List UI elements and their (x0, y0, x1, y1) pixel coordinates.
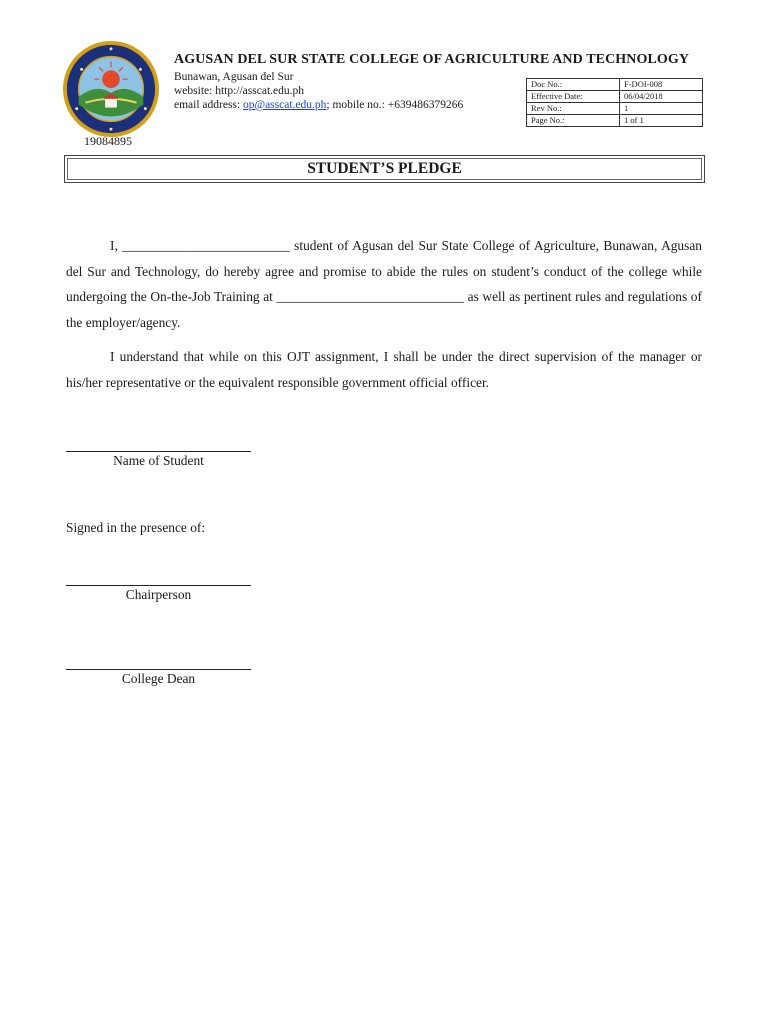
dean-signature-line[interactable] (66, 669, 251, 670)
pledge-closing: as well as pertinent rules and regulations of the employer/agency. (66, 289, 702, 330)
student-signature-line[interactable] (66, 451, 251, 452)
control-key: Effective Date: (527, 91, 620, 103)
control-value: 1 (620, 103, 703, 115)
control-key: Page No.: (527, 115, 620, 127)
control-key: Rev No.: (527, 103, 620, 115)
website-label: website: (174, 85, 213, 97)
student-name-blank[interactable]: _________________________ (122, 238, 290, 253)
table-row (527, 115, 703, 127)
website-url[interactable]: http://asscat.edu.ph (215, 85, 304, 97)
page-title: STUDENT’S PLEDGE (67, 158, 702, 180)
control-value: 06/04/2018 (620, 91, 703, 103)
agency-name-blank[interactable]: ____________________________ (276, 289, 464, 304)
college-seal (62, 40, 160, 138)
pledge-opening: I, (110, 238, 118, 253)
supervision-text: I understand that while on this OJT assignment, I shall be under the direct supervision of the manager or his/her representative or the equivalent responsible government official officer. (66, 349, 702, 390)
contact-line (174, 98, 463, 112)
email-link[interactable]: op@asscat.edu.ph (242, 99, 327, 111)
document-control-table (526, 78, 703, 127)
pledge-text: student of Agusan del Sur State College of Agriculture, Bunawan, Agusan del Sur and Technology, do hereby agree and promise to abide the rules on student’s conduct of the college while undergoing the On-the-Job Training at (66, 238, 702, 304)
supervision-paragraph (66, 344, 702, 395)
student-signature-label: Name of Student (113, 453, 204, 468)
dean-label: College Dean (121, 671, 196, 686)
chairperson-label: Chairperson (125, 587, 192, 602)
presence-label: Signed in the presence of: (66, 520, 206, 535)
website-line (174, 84, 304, 98)
institution-name: AGUSAN DEL SUR STATE COLLEGE OF AGRICULTURE AND TECHNOLOGY (174, 52, 690, 67)
institution-address: Bunawan, Agusan del Sur (174, 71, 294, 83)
table-row (527, 79, 703, 91)
table-row (527, 91, 703, 103)
control-value: 1 of 1 (620, 115, 703, 127)
chairperson-signature-line[interactable] (66, 585, 251, 586)
email-label: email address: (174, 99, 241, 111)
table-row (527, 103, 703, 115)
control-value: F-DOI-008 (620, 79, 703, 91)
control-key: Doc No.: (527, 79, 620, 91)
pledge-paragraph (66, 233, 702, 335)
title-box (64, 155, 705, 183)
document-code: 19084895 (84, 134, 132, 148)
mobile-number: ; mobile no.: +639486379266 (326, 99, 464, 111)
